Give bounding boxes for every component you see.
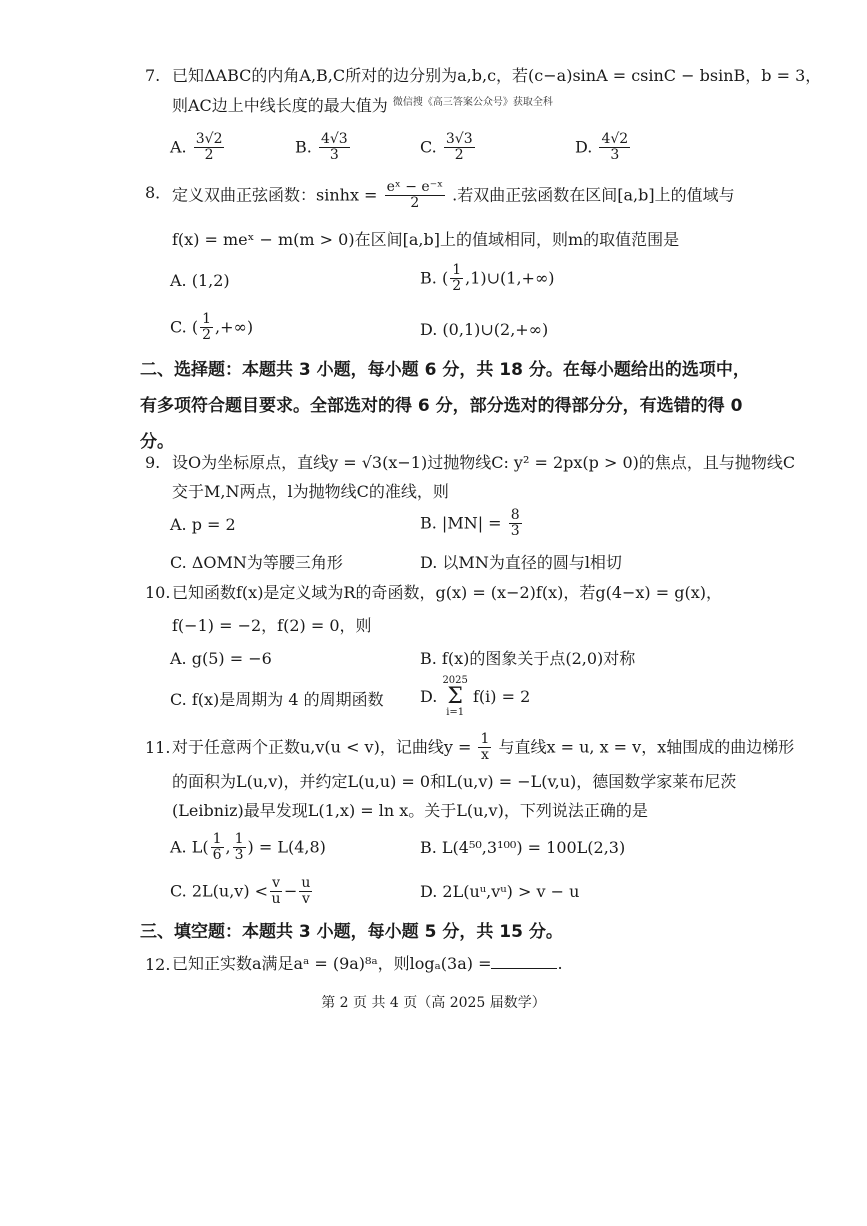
section-3-heading: 三、填空题：本题共 3 小题，每小题 5 分，共 15 分。 (140, 922, 563, 942)
q9-option-b-pre: B. |MN| = (420, 513, 502, 533)
q9-number: 9. (145, 453, 161, 472)
q11-option-a-mid: , (225, 837, 231, 857)
q9-option-b[interactable] (420, 508, 524, 540)
q8-text-line1 (172, 180, 735, 212)
q12-text (172, 954, 563, 972)
q7-option-d-fraction: $\frac{4√2}{3}$ (601, 131, 629, 164)
q11-option-c-label: C. (170, 881, 187, 901)
q8-text-line2: f(x) = meˣ − m(m > 0)在区间[a,b]上的值域相同，则m的取值范围是 (172, 230, 680, 249)
q12-text-main: 已知正实数a满足aᵃ = (9a)⁸ᵃ，则logₐ(3a) = (172, 954, 492, 973)
q8-option-b-post: ,1)∪(1,+∞) (465, 268, 555, 288)
q9-text-line1: 设O为坐标原点，直线y = √3(x−1)过抛物线C: y² = 2px(p > 0)的焦点，且与抛物线C (172, 453, 796, 472)
q8-option-b-label: B. (420, 268, 437, 288)
section-2-heading: 二、选择题：本题共 3 小题，每小题 6 分，共 18 分。在每小题给出的选项中，有多项符合题目要求。全部选对的得 6 分，部分选对的得部分分，有选错的得 0 分。 (140, 360, 750, 452)
q7-option-d-label: D. (575, 137, 593, 157)
page-footer: 第 2 页 共 4 页（高 2025 届数学） (321, 995, 546, 1011)
watermark-text: 微信搜《高三答案公众号》获取全科 (392, 97, 553, 108)
q11-option-c[interactable] (170, 876, 314, 908)
q7-option-c[interactable] (420, 132, 477, 164)
q8-option-b-fraction: $\frac{1}{2}$ (452, 262, 462, 295)
q7-option-d[interactable] (575, 132, 632, 164)
q7-option-b-label: B. (295, 137, 312, 157)
q7-number: 7. (145, 66, 161, 85)
q9-option-c[interactable]: C. ΔOMN为等腰三角形 (170, 553, 343, 572)
q11-option-b[interactable]: B. L(4⁵⁰,3¹⁰⁰) = 100L(2,3) (420, 838, 626, 857)
answer-blank[interactable] (491, 954, 557, 969)
q11-option-a-post: ) = L(4,8) (247, 837, 326, 857)
q11-text-line2: 的面积为L(u,v)，并约定L(u,u) = 0和L(u,v) = −L(v,u)，德国数学家莱布尼茨 (172, 772, 737, 791)
q11-option-c-mid: − (284, 881, 298, 901)
q10-option-c[interactable]: C. f(x)是周期为 4 的周期函数 (170, 690, 384, 709)
q11-option-c-pre: 2L(u,v) < (191, 881, 269, 901)
q11-number: 11. (145, 738, 171, 757)
q8-option-a[interactable]: A. (1,2) (170, 271, 230, 290)
q12-text-post: . (557, 954, 563, 973)
q11-line1-pre: 对于任意两个正数u,v(u < v)，记曲线y = (172, 737, 472, 757)
q11-option-a[interactable] (170, 832, 326, 864)
q7-option-c-fraction: $\frac{3√3}{2}$ (445, 131, 473, 164)
q8-number: 8． (145, 183, 172, 202)
q9-option-d[interactable]: D. 以MN为直径的圆与l相切 (420, 553, 622, 572)
q11-option-a-fraction2: $\frac{1}{3}$ (234, 831, 244, 864)
q7-option-c-label: C. (420, 137, 437, 157)
q11-option-a-pre: L( (191, 837, 209, 857)
q10-option-d-label: D. (420, 687, 438, 706)
q8-option-c-fraction: $\frac{1}{2}$ (202, 311, 212, 344)
q7-text-line2-main: 则AC边上中线长度的最大值为 (172, 96, 388, 115)
q11-option-c-fraction2: $\frac{u}{v}$ (301, 875, 311, 908)
q10-option-a[interactable]: A. g(5) = −6 (170, 649, 272, 668)
q8-option-c[interactable] (170, 312, 253, 344)
q9-option-b-fraction: $\frac{8}{3}$ (510, 507, 520, 540)
q11-option-d[interactable]: D. 2L(uᵘ,vᵘ) > v − u (420, 882, 580, 901)
q11-line1-post: 与直线x = u, x = v，x轴围成的曲边梯形 (498, 737, 795, 757)
q11-curve-fraction: $\frac{1}{x}$ (480, 731, 490, 764)
q11-text-line1 (172, 732, 794, 764)
q11-option-c-fraction1: $\frac{v}{u}$ (271, 875, 281, 908)
q7-option-b-fraction: $\frac{4√3}{3}$ (320, 131, 348, 164)
q7-option-b[interactable] (295, 132, 352, 164)
q8-option-c-post: ,+∞) (215, 317, 254, 337)
q8-option-d[interactable]: D. (0,1)∪(2,+∞) (420, 320, 549, 339)
q12-number: 12. (145, 955, 171, 974)
q10-number: 10. (145, 583, 171, 602)
q8-line1-pre: 定义双曲正弦函数：sinhx = (172, 185, 378, 205)
q8-sinh-fraction: $\frac{\text{eˣ − e⁻ˣ}}{2}$ (386, 179, 444, 212)
q10-option-d[interactable] (420, 676, 530, 718)
q7-text-line1: 已知ΔABC的内角A,B,C所对的边分别为a,b,c，若(c−a)sinA = csinC − bsinB，b = 3， (172, 66, 822, 85)
q10-option-d-post: f(i) = 2 (472, 687, 531, 706)
q11-text-line3: (Leibniz)最早发现L(1,x) = ln x。关于L(u,v)，下列说法正确的是 (172, 801, 648, 820)
q9-option-a[interactable]: A. p = 2 (170, 515, 236, 534)
q7-option-a[interactable] (170, 132, 226, 164)
summation-symbol: 2025 Σ i=1 (442, 675, 468, 718)
q9-text-line2: 交于M,N两点，l为抛物线C的准线，则 (172, 482, 449, 501)
q8-option-b[interactable] (420, 263, 555, 295)
q11-option-a-fraction1: $\frac{1}{6}$ (212, 831, 222, 864)
q8-option-b-pre: ( (441, 268, 449, 288)
q7-option-a-label: A. (170, 137, 187, 157)
q7-text-line2 (172, 98, 553, 114)
q8-line1-post: .若双曲正弦函数在区间[a,b]上的值域与 (452, 185, 735, 205)
q10-text-line2: f(−1) = −2，f(2) = 0，则 (172, 616, 372, 635)
q8-option-c-label: C. (170, 317, 187, 337)
q11-option-a-label: A. (170, 837, 187, 857)
q7-option-a-fraction: $\frac{3√2}{2}$ (195, 131, 223, 164)
q10-option-b[interactable]: B. f(x)的图象关于点(2,0)对称 (420, 649, 636, 668)
q10-text-line1: 已知函数f(x)是定义域为R的奇函数，g(x) = (x−2)f(x)，若g(4−x) = g(x)， (172, 583, 722, 602)
q8-option-c-pre: ( (191, 317, 199, 337)
